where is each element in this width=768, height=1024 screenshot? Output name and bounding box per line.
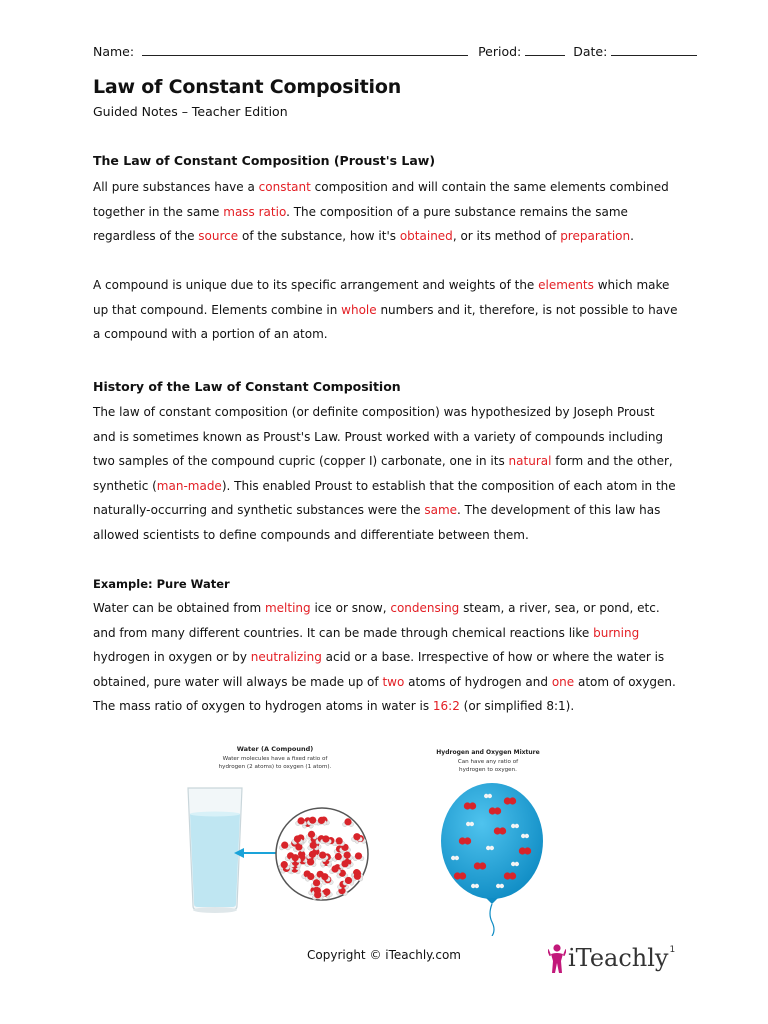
paragraph-text: of the substance, how it's bbox=[238, 229, 400, 244]
oxygen-atom-icon bbox=[336, 837, 343, 844]
oxygen-atom-icon bbox=[294, 835, 301, 842]
paragraph-text: atoms of hydrogen and bbox=[404, 674, 552, 689]
balloon-icon bbox=[441, 783, 543, 936]
hydrogen-molecule-icon bbox=[470, 822, 474, 826]
logo-wordmark: iTeachly bbox=[568, 944, 669, 972]
oxygen-atom-icon bbox=[319, 851, 326, 858]
oxygen-atom-icon bbox=[292, 854, 299, 861]
answer-blank-fill: 16:2 bbox=[432, 699, 460, 714]
oxygen-atom-icon bbox=[322, 835, 329, 842]
water-molecules-magnified-icon bbox=[276, 808, 368, 900]
answer-blank-fill: source bbox=[198, 229, 239, 244]
oxygen-atom-icon bbox=[281, 842, 288, 849]
water-compound-title: Water (A Compound) bbox=[236, 745, 314, 753]
answer-blank-fill: neutralizing bbox=[250, 650, 322, 665]
date-label: Date: bbox=[573, 44, 608, 59]
oxygen-atom-icon bbox=[318, 817, 325, 824]
paragraph-text: atom of oxygen. The mass ratio of oxygen to hydrogen atoms in water is bbox=[93, 674, 676, 714]
student-info-header bbox=[93, 43, 673, 59]
paragraph-text: composition and will contain the same elements combined together in the same bbox=[93, 180, 669, 219]
oxygen-molecule-icon bbox=[469, 802, 476, 809]
name-label: Name: bbox=[93, 44, 135, 59]
oxygen-atom-icon bbox=[281, 861, 288, 868]
answer-blank-fill: preparation bbox=[560, 229, 631, 244]
answer-blank-fill: condensing bbox=[390, 601, 460, 615]
oxygen-atom-icon bbox=[355, 852, 362, 859]
hydrogen-molecule-icon bbox=[488, 794, 492, 798]
oxygen-atom-icon bbox=[353, 833, 360, 840]
answer-blank-fill: burning bbox=[593, 625, 640, 640]
page-number: 1 bbox=[669, 945, 676, 955]
paragraph-text: . bbox=[630, 229, 634, 244]
oxygen-atom-icon bbox=[341, 860, 348, 867]
oxygen-atom-icon bbox=[345, 877, 352, 884]
name-field[interactable] bbox=[142, 43, 468, 56]
paragraph-proust-law-1 bbox=[93, 175, 678, 249]
hydrogen-molecule-icon bbox=[475, 884, 479, 888]
page-subtitle: Guided Notes – Teacher Edition bbox=[93, 104, 288, 119]
paragraph-text: (or simplified 8:1). bbox=[459, 699, 575, 714]
section-heading-proust-law: The Law of Constant Composition (Proust's Law) bbox=[93, 153, 436, 168]
answer-blank-fill: constant bbox=[258, 180, 311, 194]
paragraph-text: form and the other, synthetic ( bbox=[93, 454, 673, 493]
paragraph-text: A compound is unique due to its specific arrangement and weights of the bbox=[93, 278, 539, 292]
oxygen-molecule-icon bbox=[509, 872, 516, 879]
paragraph-history bbox=[93, 400, 678, 548]
water-caption-line-2: hydrogen (2 atoms) to oxygen (1 atom). bbox=[218, 764, 332, 770]
paragraph-text: . The development of this law has allowed scientists to define compounds and differentiate between them. bbox=[93, 503, 661, 542]
oxygen-atom-icon bbox=[321, 873, 328, 880]
paragraph-text: Water can be obtained from bbox=[93, 601, 265, 615]
oxygen-atom-icon bbox=[331, 865, 338, 872]
oxygen-atom-icon bbox=[313, 879, 320, 886]
oxygen-atom-icon bbox=[309, 817, 316, 824]
answer-blank-fill: same bbox=[424, 503, 458, 518]
paragraph-text: which make up that compound. Elements combine in bbox=[93, 278, 670, 317]
oxygen-atom-icon bbox=[323, 888, 330, 895]
paragraph-text: ). This enabled Proust to establish that the composition of each atom in the naturally-occurring and synthetic substances were the bbox=[93, 478, 676, 518]
mixture-caption-line-1: Can have any ratio of bbox=[457, 759, 519, 765]
paragraph-text: ice or snow, bbox=[310, 601, 391, 615]
oxygen-atom-icon bbox=[310, 842, 317, 849]
answer-blank-fill: mass ratio bbox=[223, 204, 287, 219]
oxygen-molecule-icon bbox=[464, 837, 471, 844]
paragraph-text: All pure substances have a bbox=[93, 180, 259, 194]
oxygen-atom-icon bbox=[335, 853, 342, 860]
oxygen-molecule-icon bbox=[459, 872, 466, 879]
figure-illustration bbox=[170, 736, 600, 936]
mixture-title: Hydrogen and Oxygen Mixture bbox=[436, 749, 540, 756]
oxygen-atom-icon bbox=[309, 851, 316, 858]
iteachly-logo bbox=[548, 943, 675, 977]
paragraph-text: . The composition of a pure substance remains the same regardless of the bbox=[93, 204, 628, 244]
paragraph-text: hydrogen in oxygen or by bbox=[93, 650, 251, 665]
oxygen-atom-icon bbox=[307, 873, 314, 880]
page-title: Law of Constant Composition bbox=[93, 76, 402, 98]
hydrogen-molecule-icon bbox=[500, 884, 504, 888]
oxygen-atom-icon bbox=[314, 891, 321, 898]
answer-blank-fill: two bbox=[382, 674, 405, 689]
hydrogen-molecule-icon bbox=[525, 834, 529, 838]
answer-blank-fill: man-made bbox=[156, 478, 222, 493]
paragraph-proust-law-2 bbox=[93, 273, 678, 347]
oxygen-molecule-icon bbox=[494, 807, 501, 814]
period-field[interactable] bbox=[525, 43, 565, 56]
period-label: Period: bbox=[478, 44, 522, 59]
oxygen-atom-icon bbox=[297, 817, 304, 824]
paragraph-text: The law of constant composition (or definite composition) was hypothesized by Joseph Proust and is sometimes known as Proust's Law. Proust worked with a variety of compounds including two samples of the compound cupric (copper I) carbonate, one in its bbox=[93, 405, 664, 469]
hydrogen-molecule-icon bbox=[490, 846, 494, 850]
oxygen-molecule-icon bbox=[479, 862, 486, 869]
date-field[interactable] bbox=[611, 43, 697, 56]
answer-blank-fill: melting bbox=[264, 601, 311, 615]
hydrogen-molecule-icon bbox=[515, 824, 519, 828]
answer-blank-fill: one bbox=[551, 674, 575, 689]
hydrogen-molecule-icon bbox=[455, 856, 459, 860]
water-caption-line-1: Water molecules have a fixed ratio of bbox=[222, 756, 328, 762]
paragraph-text: numbers and it, therefore, is not possible to have a compound with a portion of an atom. bbox=[93, 302, 678, 342]
oxygen-atom-icon bbox=[308, 831, 315, 838]
oxygen-atom-icon bbox=[307, 858, 314, 865]
answer-blank-fill: natural bbox=[508, 454, 552, 469]
oxygen-molecule-icon bbox=[499, 827, 506, 834]
paragraph-text: acid or a base. Irrespective of how or where the water is obtained, pure water will always be made up of bbox=[93, 650, 665, 689]
paragraph-text: steam, a river, sea, or pond, etc. and from many different countries. It can be made through chemical reactions like bbox=[93, 601, 660, 640]
section-heading-history: History of the Law of Constant Composition bbox=[93, 379, 401, 394]
hydrogen-molecule-icon bbox=[515, 862, 519, 866]
water-glass-icon bbox=[188, 788, 242, 913]
paragraph-text: , or its method of bbox=[452, 229, 561, 244]
example-heading: Example: Pure Water bbox=[93, 577, 230, 591]
mixture-caption-line-2: hydrogen to oxygen. bbox=[459, 767, 517, 773]
answer-blank-fill: elements bbox=[538, 278, 594, 292]
copyright-text: Copyright © iTeachly.com bbox=[307, 948, 461, 962]
answer-blank-fill: whole bbox=[341, 302, 377, 317]
arrow-icon bbox=[234, 848, 278, 858]
oxygen-molecule-icon bbox=[524, 847, 531, 854]
oxygen-atom-icon bbox=[354, 873, 361, 880]
paragraph-example-water bbox=[93, 596, 678, 719]
teacher-figure-icon bbox=[548, 943, 566, 975]
answer-blank-fill: obtained bbox=[399, 229, 453, 244]
oxygen-atom-icon bbox=[344, 852, 351, 859]
oxygen-atom-icon bbox=[344, 818, 351, 825]
oxygen-molecule-icon bbox=[509, 797, 516, 804]
water-vs-mixture-figure bbox=[170, 736, 600, 936]
